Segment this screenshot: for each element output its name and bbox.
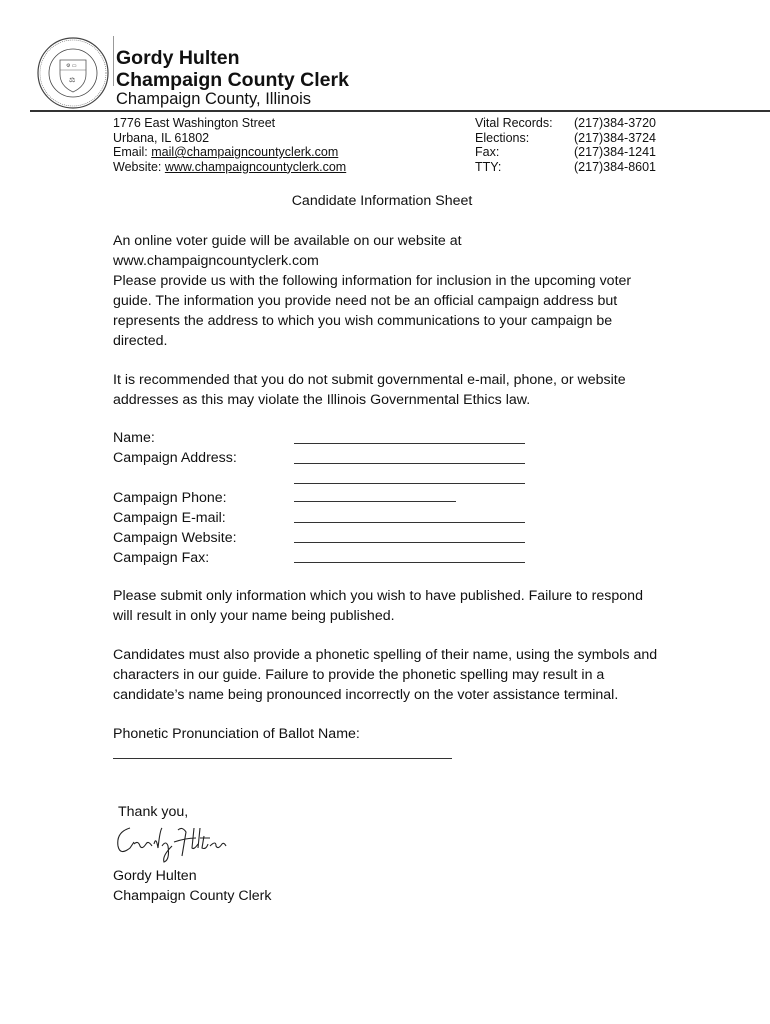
website-label: Campaign Website: bbox=[113, 530, 237, 546]
text-line: candidate’s name being pronounced incorrectly on the voter assistance terminal. bbox=[113, 687, 619, 703]
svg-text:⚙ ▭: ⚙ ▭ bbox=[66, 63, 77, 69]
address-block bbox=[113, 116, 346, 174]
address-field-1[interactable] bbox=[294, 463, 525, 464]
document-title: Candidate Information Sheet bbox=[291, 193, 473, 209]
contact-values bbox=[574, 116, 656, 174]
field-labels bbox=[113, 428, 237, 568]
phonetic-field[interactable] bbox=[113, 758, 452, 759]
county-seal-logo bbox=[36, 36, 110, 110]
name-label: Name: bbox=[113, 430, 155, 446]
signer-title: Champaign County Clerk bbox=[113, 888, 272, 904]
intro-paragraph bbox=[113, 231, 631, 351]
contact-value: (217)384-3720 bbox=[574, 116, 657, 130]
address-field-2[interactable] bbox=[294, 483, 525, 484]
text-line: characters in our guide. Failure to provide the phonetic spelling may result in a bbox=[113, 667, 605, 683]
phone-field[interactable] bbox=[294, 501, 456, 502]
signer-name: Gordy Hulten bbox=[113, 868, 197, 884]
submit-paragraph bbox=[113, 586, 643, 626]
ethics-paragraph bbox=[113, 370, 626, 410]
text-line: will result in only your name being published. bbox=[113, 608, 395, 624]
county-location: Champaign County, Illinois bbox=[116, 90, 312, 108]
text-line: Please submit only information which you wish to have published. Failure to respond bbox=[113, 588, 643, 604]
clerk-title: Champaign County Clerk bbox=[116, 69, 349, 91]
text-line: directed. bbox=[113, 333, 168, 349]
website-label: Website: bbox=[113, 159, 165, 174]
text-line: An online voter guide will be available on our website at bbox=[113, 233, 462, 249]
text-line: Candidates must also provide a phonetic spelling of their name, using the symbols and bbox=[113, 647, 658, 663]
phonetic-paragraph bbox=[113, 645, 657, 705]
fax-label: Campaign Fax: bbox=[113, 550, 210, 566]
text-line: represents the address to which you wish communications to your campaign be bbox=[113, 313, 613, 329]
header-divider bbox=[113, 36, 114, 86]
contact-value: (217)384-8601 bbox=[574, 159, 657, 174]
contact-label: TTY: bbox=[475, 159, 502, 174]
city: Urbana, IL 61802 bbox=[113, 130, 210, 145]
contact-label: Elections: bbox=[475, 130, 530, 145]
contact-value: (217)384-3724 bbox=[574, 130, 657, 145]
name-field[interactable] bbox=[294, 443, 525, 444]
text-line: guide. The information you provide need not be an official campaign address but bbox=[113, 293, 618, 309]
closing: Thank you, bbox=[118, 804, 189, 820]
phonetic-label: Phonetic Pronunciation of Ballot Name: bbox=[113, 726, 360, 742]
website-field[interactable] bbox=[294, 542, 525, 543]
phone-label: Campaign Phone: bbox=[113, 490, 227, 506]
svg-text:⚖: ⚖ bbox=[69, 77, 76, 84]
contact-value: (217)384-1241 bbox=[574, 145, 657, 159]
header-rule bbox=[30, 110, 770, 112]
street: 1776 East Washington Street bbox=[113, 116, 276, 130]
contact-label: Fax: bbox=[475, 145, 500, 159]
contact-label: Vital Records: bbox=[475, 116, 553, 130]
email-label: Campaign E-mail: bbox=[113, 510, 226, 526]
signature bbox=[112, 822, 232, 864]
text-line: Please provide us with the following information for inclusion in the upcoming voter bbox=[113, 273, 632, 289]
email-link[interactable]: mail@champaigncountyclerk.com bbox=[151, 145, 339, 159]
email-field[interactable] bbox=[294, 522, 525, 523]
text-line: www.champaigncountyclerk.com bbox=[113, 253, 319, 269]
text-line: addresses as this may violate the Illinois Governmental Ethics law. bbox=[113, 392, 531, 408]
email-label: Email: bbox=[113, 145, 152, 159]
address-label: Campaign Address: bbox=[113, 450, 237, 466]
clerk-name: Gordy Hulten bbox=[116, 47, 240, 69]
fax-field[interactable] bbox=[294, 562, 525, 563]
text-line: It is recommended that you do not submit governmental e-mail, phone, or website bbox=[113, 372, 626, 388]
website-link[interactable]: www.champaigncountyclerk.com bbox=[164, 159, 347, 174]
contact-labels bbox=[475, 116, 553, 174]
